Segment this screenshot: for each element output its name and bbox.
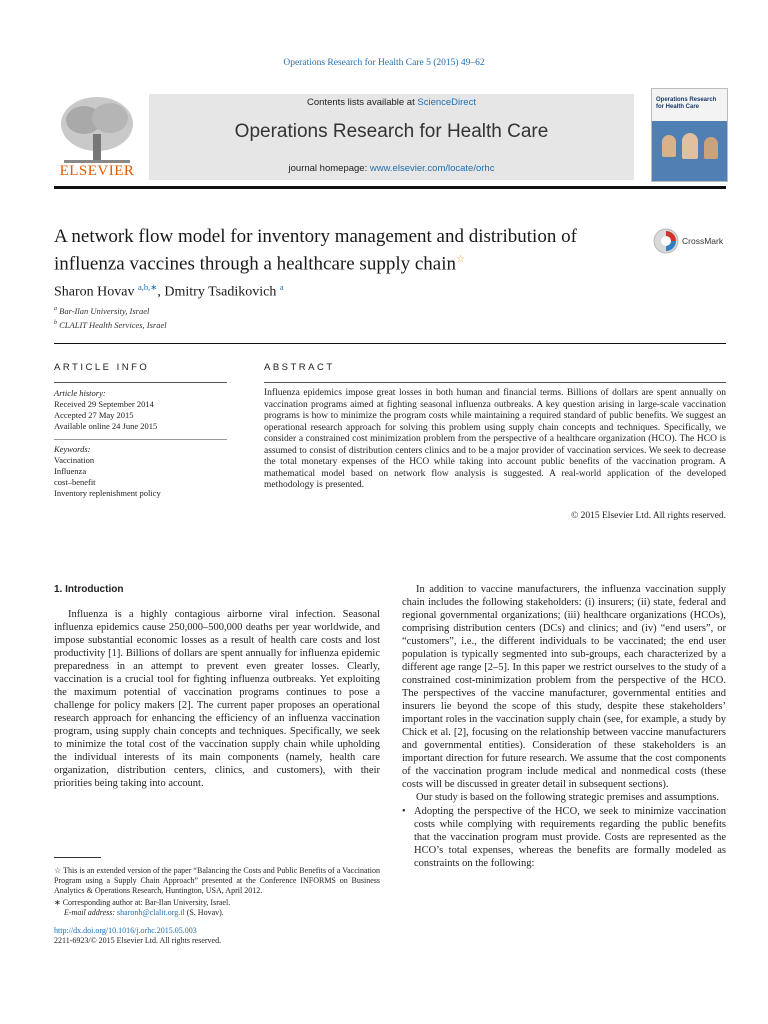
author-1-affiliation-marks[interactable]: a,b,∗ [138,282,158,292]
article-info-rule [54,382,227,383]
article-title-line-2: influenza vaccines through a healthcare supply chain [54,253,456,275]
abstract-copyright: © 2015 Elsevier Ltd. All rights reserved. [571,511,726,521]
online-date: Available online 24 June 2015 [54,421,158,431]
intro-paragraph-2: In addition to vaccine manufacturers, the influenza vaccination supply chain includes the following stakeholders: (i) insurers; (ii) state, federal and regional governmental organizations; (iii) healthcare organizations (HCOs), comprising distribution centers (DCs) and clinics; and (iv) “end users”, or “customers”, i.e., the different individuals to be vaccinated; the end user population is typically segmented into sub-groups, each characterized by a different age range [2–5]. In this paper we restrict ourselves to the study of a constrained cost-minimization problem from the perspective of the HCO. The perspectives of the vaccine manufacturer, governmental entities and insurers lie beyond the scope of this study, despite these stakeholders’ important roles in the vaccination supply chain (see, for example, a study by Chick et al. [2], focusing on the relationship between vaccine manufacturers and governmental entities). Consideration of these stakeholders is an important direction for future research. We assume that the cost components of the vaccination program include medical and nonmedical costs (these costs will be discussed in greater detail in subsequent sections). [402,584,726,790]
affiliation-b-text: CLALIT Health Services, Israel [59,320,167,330]
keyword: Inventory replenishment policy [54,488,161,498]
email-label: E-mail address: [64,908,118,917]
article-history [54,388,234,432]
article-title [54,225,644,275]
intro-paragraph-3: Our study is based on the following strategic premises and assumptions. [416,792,719,803]
keywords-rule [54,439,227,440]
bullet-icon: • [402,806,406,817]
accepted-date: Accepted 27 May 2015 [54,410,134,420]
journal-homepage-line [149,163,634,174]
keyword: Influenza [54,466,87,476]
email-link[interactable]: sharonh@clalit.org.il [117,908,185,917]
author-list [54,282,284,301]
received-date: Received 29 September 2014 [54,399,154,409]
affiliation-b-mark: b [54,320,57,327]
footnote-email [54,908,380,918]
list-item [402,805,726,870]
journal-cover-image [651,88,728,182]
homepage-prefix: journal homepage: [288,163,370,174]
keyword: Vaccination [54,455,95,465]
affiliation-a-mark: a [54,306,57,313]
crossmark-button[interactable] [653,228,733,258]
affiliation-b [54,320,167,330]
article-info-heading: ARTICLE INFO [54,362,150,373]
doi-link[interactable]: http://dx.doi.org/10.1016/j.orhc.2015.05.003 [54,926,197,935]
keywords-block [54,444,234,499]
title-footnote-star[interactable]: ☆ [456,254,465,265]
left-column [54,608,380,790]
intro-paragraph-1: Influenza is a highly contagious airborne viral infection. Seasonal influenza epidemics cause 250,000–500,000 deaths per year worldwide, and impose substantial economic losses as a result of health care costs and lost productivity [1]. Billions of dollars are spent annually for influenza epidemic preparedness in an attempt to prevent even greater losses. Clearly, vaccination is a crucial tool for fighting influenza outbreaks. Yet exploiting the maximum potential of vaccination programs continues to pose a challenge for policy makers [2]. The current paper proposes an operational research approach for enhancing the efficiency of an influenza vaccination program, using supply chain concepts and techniques. Specifically, we seek to minimize the total cost of the vaccination supply chain while upholding the individual interests of its main components (namely, health care organization, distribution centers, clinics, and customers), with their priorities being taking into account. [54,609,380,789]
issn-line: 2211-6923/© 2015 Elsevier Ltd. All rights reserved. [54,936,222,945]
author-1: Sharon Hovav [54,284,135,300]
footnotes [54,866,380,946]
keyword: cost–benefit [54,477,96,487]
footnote-corresponding: ∗ Corresponding author at: Bar-Ilan University, Israel. [54,898,231,907]
author-2-affiliation-marks[interactable]: a [279,282,284,292]
contents-line [149,97,634,108]
sciencedirect-link[interactable]: ScienceDirect [417,97,476,108]
affiliation-a [54,306,149,316]
abstract-heading: ABSTRACT [264,362,335,373]
bullet-text: Adopting the perspective of the HCO, we seek to minimize vaccination costs while complying with requirements regarding the public benefits that the vaccination program must provide. Costs are represented as the HCO’s total expenses, whereas the benefits are formally modeled as constraints on the following: [414,806,726,869]
journal-reference-link[interactable]: Operations Research for Health Care 5 (2015) 49–62 [283,58,485,68]
publisher-name: ELSEVIER [59,163,135,179]
crossmark-label: CrossMark [682,236,724,246]
affiliation-a-text: Bar-Ilan University, Israel [59,306,150,316]
cover-title: Operations Research for Health Care [656,97,717,110]
footnote-star: ☆ This is an extended version of the paper “Balancing the Costs and Public Benefits of a Vaccination Program using a Supply Chain Approach” presented at the Conference INFORMS on Business Analytics & Operations Research, Huntington, USA, April 2012. [54,866,380,895]
history-label: Article history: [54,388,106,398]
section-rule [54,343,726,344]
contents-prefix: Contents lists available at [307,97,418,108]
author-2: Dmitry Tsadikovich [164,284,277,300]
author-separator: , [157,284,165,300]
email-suffix: (S. Hovav). [184,908,224,917]
abstract-text: Influenza epidemics impose great losses in both human and financial terms. Billions of dollars are spent annually on vaccination programs aimed at fighting seasonal influenza outbreaks. A key question arising in large-scale vaccination programs is how to minimize the program costs while maintaining a required standard of public benefits. We suggest an operational research approach for solving this problem using supply chain concepts and techniques. Specifically, we consider a constrained cost minimization problem from the perspective of a healthcare organization (HCO). The HCO is assumed to consist of distribution centers clinics and to be a major provider of vaccination services. We seek to decrease the total monetary expenses of the HCO while taking into account public benefits of the vaccination program. A mathematical model based on network flow analysis is suggested. A real-world application of the developed methodology is presented. [264,388,726,490]
article-title-line-1: A network flow model for inventory management and distribution of [54,226,577,247]
keywords-label: Keywords: [54,444,91,454]
journal-homepage-link[interactable]: www.elsevier.com/locate/orhc [369,163,495,174]
abstract-rule [264,382,726,383]
footnote-rule [54,857,101,858]
right-column [402,583,726,870]
crossmark-icon [653,228,679,254]
journal-title: Operations Research for Health Care [234,121,549,142]
elsevier-logo [54,90,140,182]
header-rule [54,186,726,189]
introduction-heading: 1. Introduction [54,584,124,595]
